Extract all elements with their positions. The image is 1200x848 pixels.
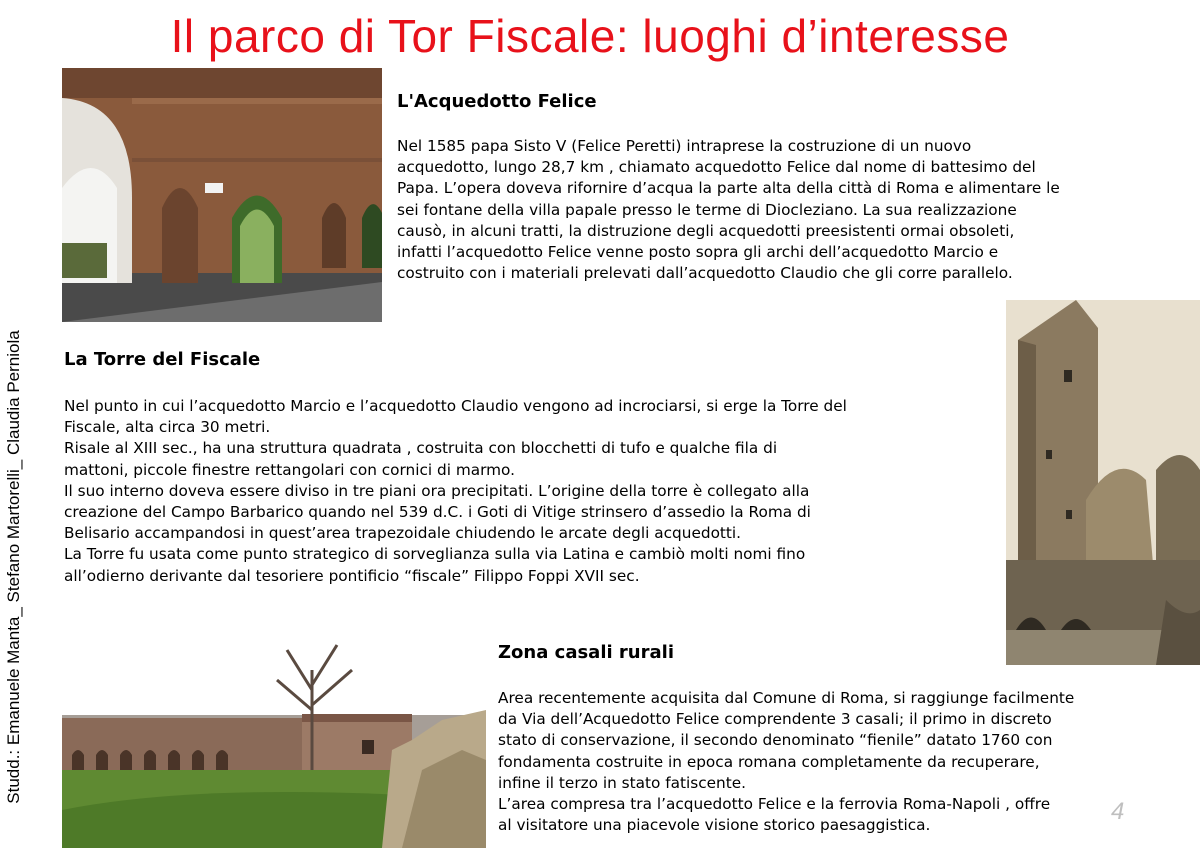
text-line: costruito con i materiali prelevati dall’acquedotto Claudio che gli corre parallelo. <box>397 264 1013 283</box>
text-line: acquedotto, lungo 28,7 km , chiamato acquedotto Felice dal nome di battesimo del <box>397 158 1036 177</box>
section-body-torre <box>64 396 847 587</box>
text-line: Belisario accampandosi in quest’area trapezoidale chiudendo le arcate degli acquedotti. <box>64 524 742 543</box>
side-credit: Studd.: Emanuele Manta_ Stefano Martorelli_ Claudia Perniola <box>4 330 23 804</box>
text-line: Nel punto in cui l’acquedotto Marcio e l’acquedotto Claudio vengono ad incrociarsi, si erge la Torre del <box>64 397 847 415</box>
text-line: Papa. L’opera doveva rifornire d’acqua la parte alta della città di Roma e alimentare le <box>397 179 1060 198</box>
text-line: mattoni, piccole finestre rettangolari con cornici di marmo. <box>64 460 515 479</box>
text-line: fondamenta costruite in epoca romana completamente da recuperare, <box>498 752 1040 771</box>
text-line: Il suo interno doveva essere diviso in tre piani ora precipitati. L’origine della torre è collegato alla <box>64 481 810 500</box>
text-line: sei fontane della villa papale presso le terme di Diocleziano. La sua realizzazione <box>397 200 1017 219</box>
casali-rurali-photo <box>62 630 486 848</box>
section-heading-acquedotto: L'Acquedotto Felice <box>397 91 597 112</box>
text-line: da Via dell’Acquedotto Felice comprendente 3 casali; il primo in discreto <box>498 710 1052 729</box>
section-heading-casali: Zona casali rurali <box>498 642 674 663</box>
text-line: al visitatore una piacevole visione storico paesaggistica. <box>498 816 931 835</box>
section-heading-torre: La Torre del Fiscale <box>64 349 261 370</box>
text-line: stato di conservazione, il secondo denominato “fienile” datato 1760 con <box>498 731 1053 750</box>
section-body-casali <box>498 688 1074 836</box>
text-line: Nel 1585 papa Sisto V (Felice Peretti) intraprese la costruzione di un nuovo <box>397 137 972 155</box>
text-line: causò, in alcuni tratti, la distruzione degli acquedotti preesistenti ormai obsoleti, <box>397 221 1015 240</box>
text-line: infatti l’acquedotto Felice venne posto sopra gli archi dell’acquedotto Marcio e <box>397 243 999 262</box>
text-line: La Torre fu usata come punto strategico di sorveglianza sulla via Latina e cambiò molti nomi fino <box>64 545 806 564</box>
text-line: all’odierno derivante dal tesoriere pontificio “fiscale” Filippo Foppi XVII sec. <box>64 566 640 585</box>
text-line: Fiscale, alta circa 30 metri. <box>64 418 271 437</box>
text-line: Risale al XIII sec., ha una struttura quadrata , costruita con blocchetti di tufo e qualche fila di <box>64 439 778 458</box>
section-body-acquedotto <box>397 136 1060 284</box>
text-line: L’area compresa tra l’acquedotto Felice e la ferrovia Roma-Napoli , offre <box>498 795 1051 814</box>
text-line: infine il terzo in stato fatiscente. <box>498 773 746 792</box>
acquedotto-felice-photo <box>62 68 382 322</box>
text-line: creazione del Campo Barbarico quando nel 539 d.C. i Goti di Vitige strinsero d’assedio la Roma di <box>64 503 811 522</box>
torre-del-fiscale-photo <box>1006 300 1200 665</box>
page-number: 4 <box>1111 798 1125 825</box>
page-title: Il parco di Tor Fiscale: luoghi d’interesse <box>170 10 1010 62</box>
text-line: Area recentemente acquisita dal Comune di Roma, si raggiunge facilmente <box>498 689 1075 707</box>
